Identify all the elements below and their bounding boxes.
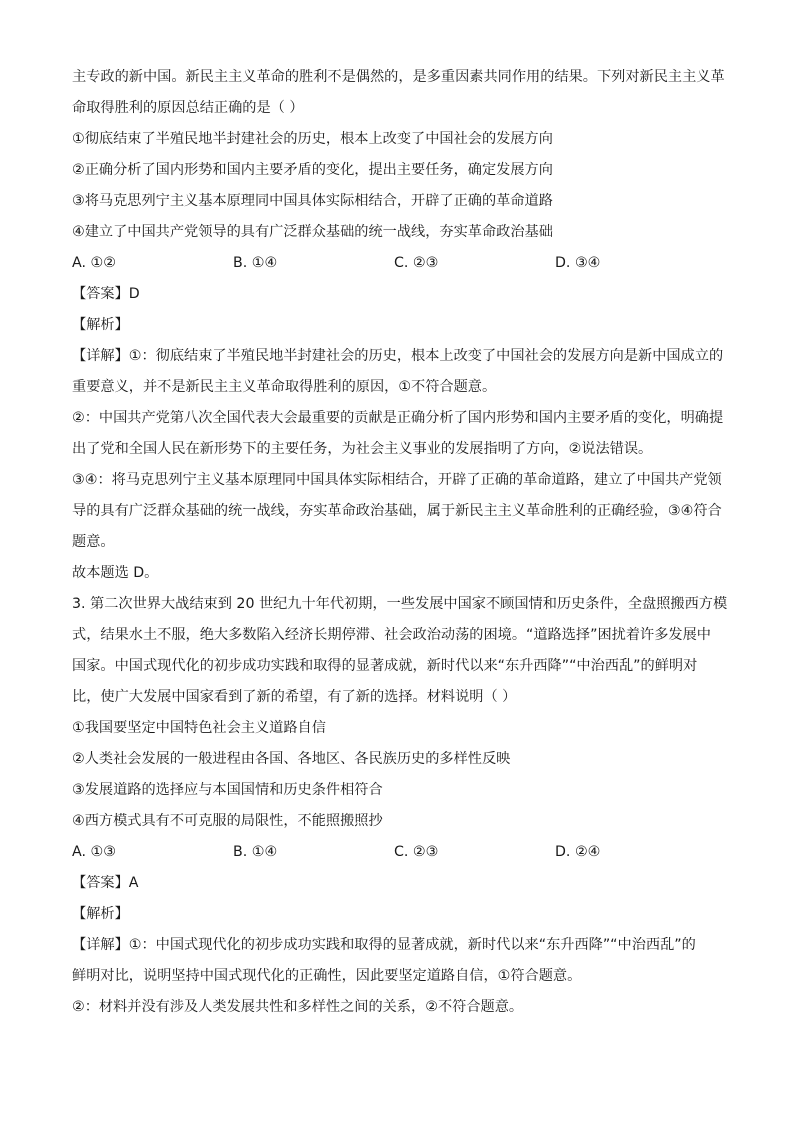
- option-b: B. ①④: [233, 255, 278, 271]
- statement: ②人类社会发展的一般进程由各国、各地区、各民族历史的多样性反映: [72, 751, 511, 767]
- statement: ①我国要坚定中国特色社会主义道路自信: [72, 720, 326, 736]
- question-stem-line: 3. 第二次世界大战结束到 20 世纪九十年代初期，一些发展中国家不顾国情和历史条件，全盘照搬西方模: [72, 596, 728, 612]
- question-2: [72, 62, 732, 589]
- answer-line: 【答案】D: [72, 286, 140, 302]
- detail-line: ②：中国共产党第八次全国代表大会最重要的贡献是正确分析了国内形势和国内主要矛盾的变化，明确提: [72, 410, 724, 426]
- option-c: C. ②③: [394, 844, 439, 860]
- question-stem-line: 命取得胜利的原因总结正确的是（ ）: [72, 100, 304, 116]
- analysis-label: 【解析】: [72, 906, 129, 922]
- question-stem-line: 式，结果水土不服，绝大多数陷入经济长期停滞、社会政治动荡的困境。“道路选择”困扰着许多发展中: [72, 627, 711, 643]
- option-d: D. ③④: [555, 255, 601, 271]
- question-3: [72, 589, 732, 1023]
- detail-line: 题意。: [72, 534, 115, 550]
- analysis-label: 【解析】: [72, 317, 129, 333]
- answer-options: [72, 248, 732, 279]
- question-stem-line: 主专政的新中国。新民主主义革命的胜利不是偶然的，是多重因素共同作用的结果。下列对新民主主义革: [72, 69, 725, 85]
- detail-line: 【详解】①：彻底结束了半殖民地半封建社会的历史，根本上改变了中国社会的发展方向是新中国成立的: [72, 348, 724, 364]
- detail-line: 出了党和全国人民在新形势下的主要任务，为社会主义事业的发展指明了方向，②说法错误。: [72, 441, 653, 457]
- option-c: C. ②③: [394, 255, 439, 271]
- statement: ③将马克思列宁主义基本原理同中国具体实际相结合，开辟了正确的革命道路: [72, 193, 553, 209]
- detail-line: 导的具有广泛群众基础的统一战线，夯实革命政治基础，属于新民主主义革命胜利的正确经验，③④符合: [72, 503, 722, 519]
- statement: ②正确分析了国内形势和国内主要矛盾的变化，提出主要任务，确定发展方向: [72, 162, 553, 178]
- option-b: B. ①④: [233, 844, 278, 860]
- detail-line: 鲜明对比，说明坚持中国式现代化的正确性，因此要坚定道路自信，①符合题意。: [72, 968, 582, 984]
- conclusion-line: 故本题选 D。: [72, 565, 159, 581]
- option-a: A. ①②: [72, 255, 116, 271]
- statement: ①彻底结束了半殖民地半封建社会的历史，根本上改变了中国社会的发展方向: [72, 131, 553, 147]
- detail-line: 【详解】①：中国式现代化的初步成功实践和取得的显著成就，新时代以来“东升西降”“中治西乱”的: [72, 937, 696, 953]
- statement: ④建立了中国共产党领导的具有广泛群众基础的统一战线，夯实革命政治基础: [72, 224, 553, 240]
- question-stem-line: 比，使广大发展中国家看到了新的希望，有了新的选择。材料说明（ ）: [72, 689, 517, 705]
- answer-line: 【答案】A: [72, 875, 139, 891]
- option-a: A. ①③: [72, 844, 116, 860]
- option-d: D. ②④: [555, 844, 601, 860]
- document-page: [72, 62, 732, 1023]
- statement: ④西方模式具有不可克服的局限性，不能照搬照抄: [72, 813, 383, 829]
- detail-line: 重要意义，并不是新民主主义革命取得胜利的原因，①不符合题意。: [72, 379, 497, 395]
- statement: ③发展道路的选择应与本国国情和历史条件相符合: [72, 782, 383, 798]
- detail-line: ③④：将马克思列宁主义基本原理同中国具体实际相结合，开辟了正确的革命道路，建立了中国共产党领: [72, 472, 722, 488]
- question-stem-line: 国家。中国式现代化的初步成功实践和取得的显著成就，新时代以来“东升西降”“中治西乱”的鲜明对: [72, 658, 698, 674]
- answer-options: [72, 837, 732, 868]
- detail-line: ②：材料并没有涉及人类发展共性和多样性之间的关系，②不符合题意。: [72, 999, 524, 1015]
